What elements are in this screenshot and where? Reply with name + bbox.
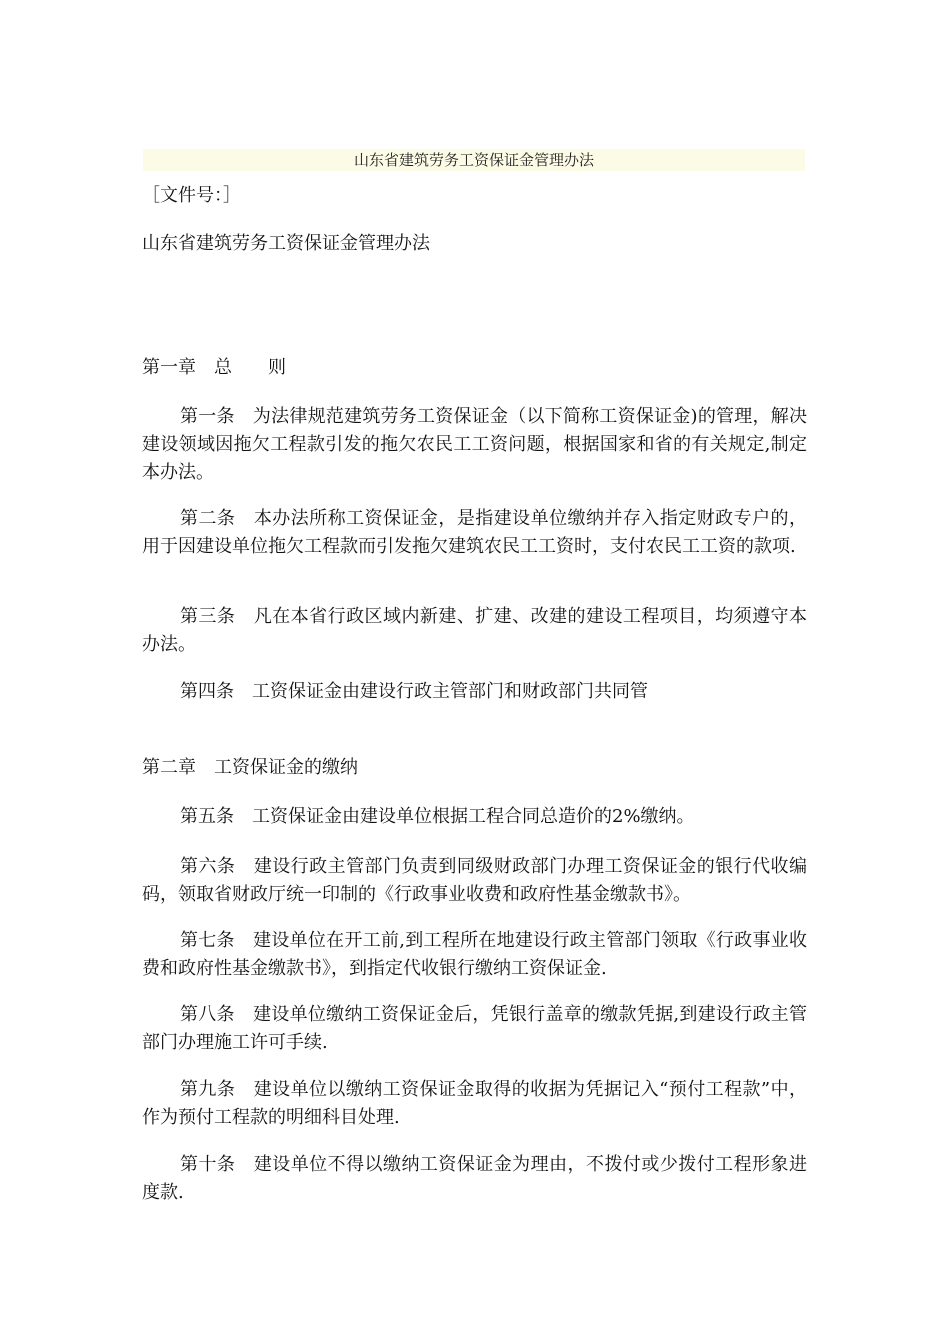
chapter-2-heading: 第二章 工资保证金的缴纳 [142,757,358,778]
file-number: ［文件号：］ [142,185,241,206]
article-7: 第七条 建设单位在开工前,到工程所在地建设行政主管部门领取《行政事业收费和政府性基金缴款书》，到指定代收银行缴纳工资保证金. [142,930,807,979]
article-9: 第九条 建设单位以缴纳工资保证金取得的收据为凭据记入“预付工程款”中，作为预付工程款的明细科目处理. [142,1079,807,1128]
article-1: 第一条 为法律规范建筑劳务工资保证金（以下简称工资保证金)的管理，解决建设领域因拖欠工程款引发的拖欠农民工工资问题，根据国家和省的有关规定,制定本办法。 [142,406,807,483]
article-3: 第三条 凡在本省行政区域内新建、扩建、改建的建设工程项目，均须遵守本办法。 [142,606,807,655]
article-10: 第十条 建设单位不得以缴纳工资保证金为理由，不拨付或少拨付工程形象进度款. [142,1154,807,1203]
article-5: 第五条 工资保证金由建设单位根据工程合同总造价的2%缴纳。 [180,806,695,827]
article-4: 第四条 工资保证金由建设行政主管部门和财政部门共同管 [180,681,648,702]
chapter-1-heading: 第一章 总 则 [142,357,286,378]
article-2: 第二条 本办法所称工资保证金，是指建设单位缴纳并存入指定财政专户的，用于因建设单位拖欠工程款而引发拖欠建筑农民工工资时，支付农民工工资的款项. [142,508,807,557]
document-heading: 山东省建筑劳务工资保证金管理办法 [142,233,430,254]
banner-title: 山东省建筑劳务工资保证金管理办法 [143,149,805,171]
article-8: 第八条 建设单位缴纳工资保证金后，凭银行盖章的缴款凭据,到建设行政主管部门办理施工许可手续. [142,1004,807,1053]
article-6: 第六条 建设行政主管部门负责到同级财政部门办理工资保证金的银行代收编码，领取省财政厅统一印制的《行政事业收费和政府性基金缴款书》。 [142,856,807,905]
